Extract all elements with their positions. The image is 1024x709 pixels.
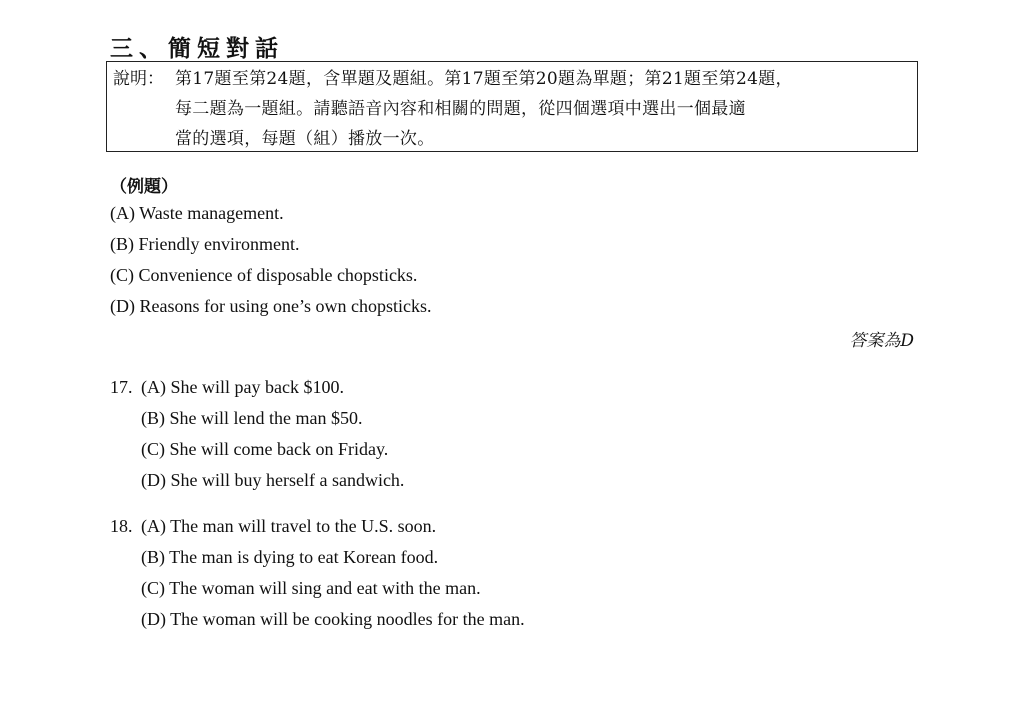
question-option: (C) The woman will sing and eat with the man. bbox=[141, 578, 481, 598]
example-option: (B) Friendly environment. bbox=[110, 234, 300, 254]
instructions-box bbox=[106, 61, 918, 152]
instructions-line: 第17題至第24題，含單題及題組。第17題至第20題為單題；第21題至第24題， bbox=[175, 69, 793, 89]
example-answer: 答案為D bbox=[849, 331, 914, 351]
instructions-line: 當的選項，每題（組）播放一次。 bbox=[175, 129, 435, 149]
question-option: (D) The woman will be cooking noodles for the man. bbox=[141, 609, 525, 629]
question-option: (B) The man is dying to eat Korean food. bbox=[141, 547, 439, 567]
question-number: 17. bbox=[110, 377, 133, 397]
question-option: (B) She will lend the man $50. bbox=[141, 408, 363, 428]
example-label: （例題） bbox=[110, 177, 178, 197]
instructions-label: 說明： bbox=[113, 69, 164, 89]
example-option: (A) Waste management. bbox=[110, 203, 284, 223]
question-option: (A) The man will travel to the U.S. soon. bbox=[141, 516, 437, 536]
question-option: (A) She will pay back $100. bbox=[141, 377, 344, 397]
question-option: (D) She will buy herself a sandwich. bbox=[141, 470, 405, 490]
example-option: (C) Convenience of disposable chopsticks. bbox=[110, 265, 418, 285]
instructions-line: 每二題為一題組。請聽語音內容和相關的問題，從四個選項中選出一個最適 bbox=[175, 99, 746, 119]
example-option: (D) Reasons for using one’s own chopsticks. bbox=[110, 296, 432, 316]
section-title: 三、簡短對話 bbox=[110, 36, 284, 62]
question-option: (C) She will come back on Friday. bbox=[141, 439, 389, 459]
question-number: 18. bbox=[110, 516, 133, 536]
